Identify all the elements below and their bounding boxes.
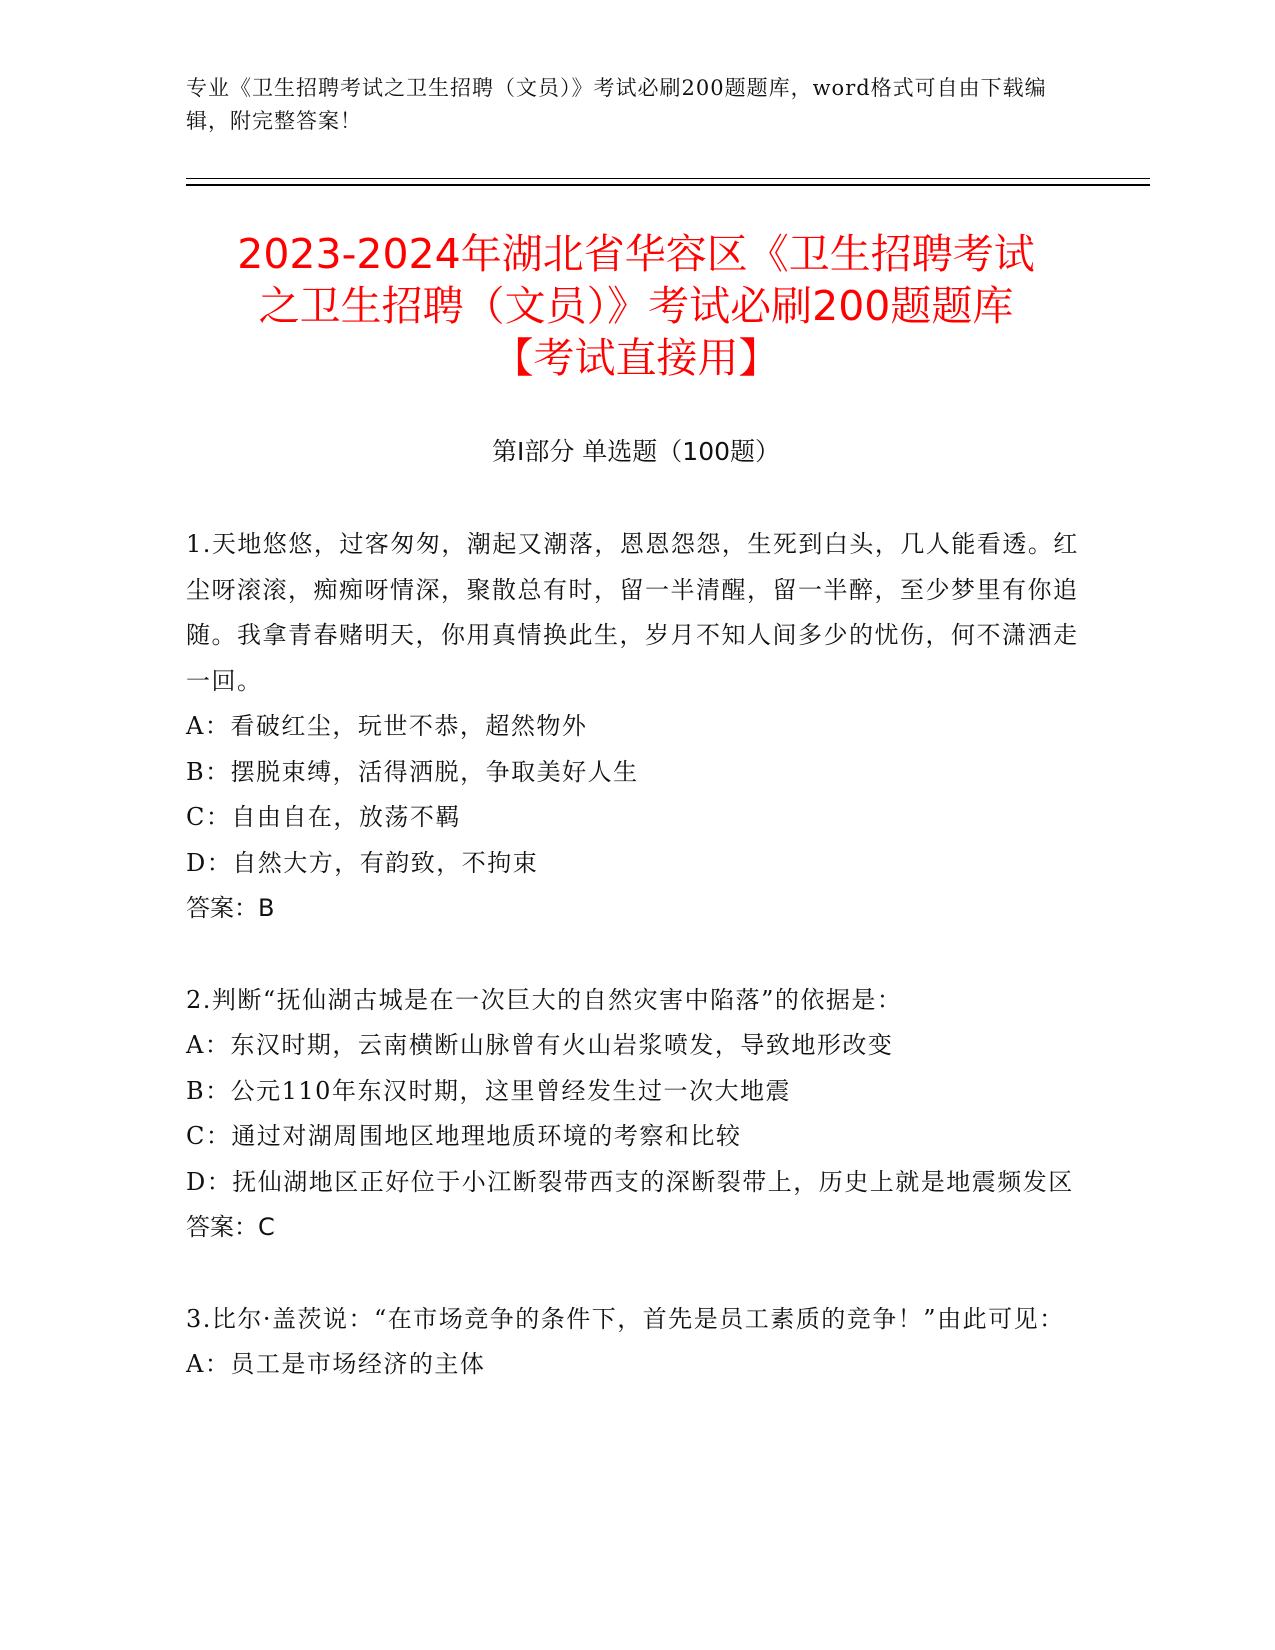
option-a: A：看破红尘，玩世不恭，超然物外 — [186, 712, 588, 740]
answer: 答案：C — [186, 1213, 275, 1241]
option-a: A：东汉时期，云南横断山脉曾有火山岩浆喷发，导致地形改变 — [186, 1031, 894, 1059]
option-d: D：自然大方，有韵致，不拘束 — [186, 848, 539, 877]
option-d: D：抚仙湖地区正好位于小江断裂带西支的深断裂带上，历史上就是地震频发区 — [186, 1167, 1074, 1196]
option-c: C：自由自在，放荡不羁 — [186, 803, 461, 831]
question-stem: 3.比尔·盖茨说：“在市场竞争的条件下，首先是员工素质的竞争！”由此可见： — [186, 1304, 1065, 1333]
document-title — [186, 228, 1086, 384]
title-line-1: 2023-2024年湖北省华容区《卫生招聘考试 — [237, 230, 1035, 278]
option-b: B：公元110年东汉时期，这里曾经发生过一次大地震 — [186, 1076, 791, 1105]
option-c: C：通过对湖周围地区地理地质环境的考察和比较 — [186, 1122, 742, 1150]
question-3 — [186, 1297, 1086, 1388]
header-rule-thick — [186, 184, 1150, 186]
title-line-2: 之卫生招聘（文员）》考试必刷200题题库 — [258, 282, 1014, 330]
question-1 — [186, 522, 1086, 932]
option-a: A：员工是市场经济的主体 — [186, 1350, 486, 1378]
header-rule-thin — [186, 178, 1150, 179]
answer: 答案：B — [186, 894, 275, 922]
header-note: 专业《卫生招聘考试之卫生招聘（文员）》考试必刷200题题库，word格式可自由下载编辑，附完整答案！ — [186, 76, 1047, 133]
question-stem: 2.判断“抚仙湖古城是在一次巨大的自然灾害中陷落”的依据是： — [186, 985, 903, 1014]
option-b: B：摆脱束缚，活得洒脱，争取美好人生 — [186, 757, 639, 786]
section-heading: 第Ⅰ部分 单选题（100题） — [491, 437, 781, 466]
question-2 — [186, 978, 1086, 1251]
question-stem: 1.天地悠悠，过客匆匆，潮起又潮落，恩恩怨怨，生死到白头，几人能看透。红尘呀滚滚，痴痴呀情深，聚散总有时，留一半清醒，留一半醉，至少梦里有你追随。我拿青春赌明天，你用真情换此生，岁月不知人间多少的忧伤，何不潇洒走一回。 — [186, 530, 1079, 695]
title-line-3: 【考试直接用】 — [492, 334, 780, 382]
question-list — [186, 522, 1086, 1434]
